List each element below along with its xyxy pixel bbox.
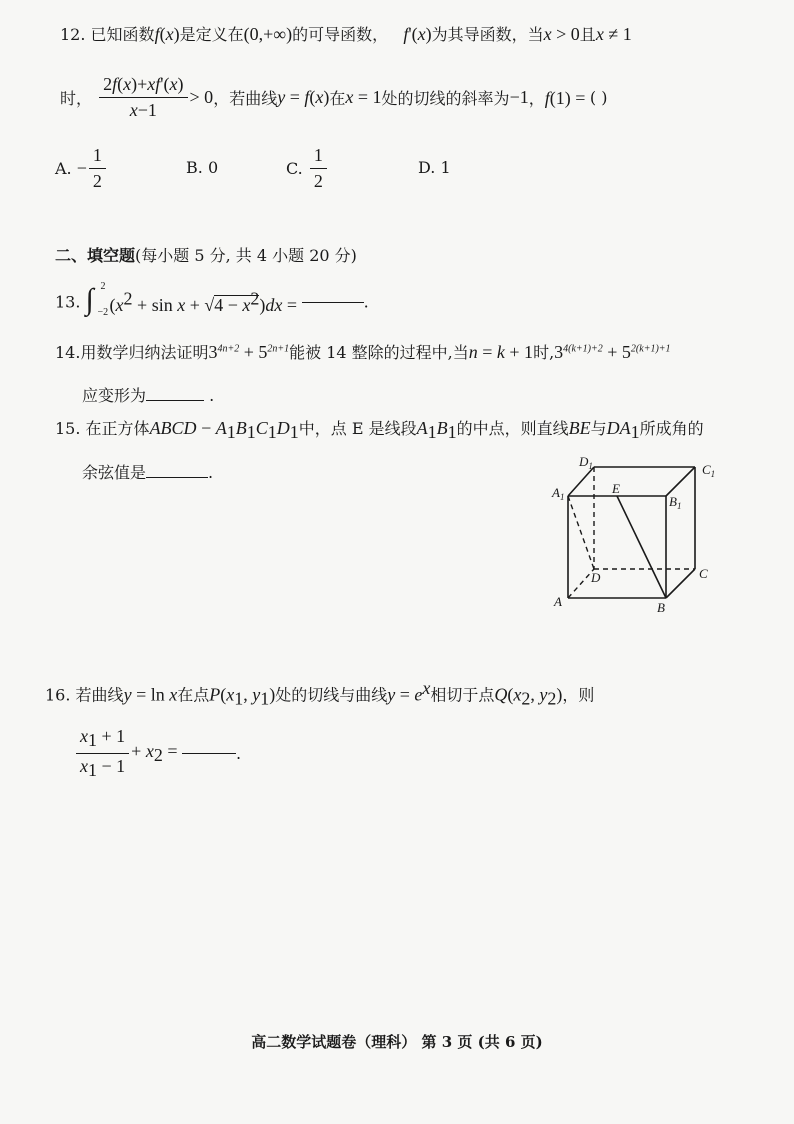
answer-blank[interactable] bbox=[146, 477, 208, 478]
edge-b1-c1 bbox=[666, 467, 695, 496]
label-b: B bbox=[657, 600, 665, 615]
option-b: B. 0 bbox=[186, 158, 219, 177]
q12-text: 的可导函数， bbox=[292, 25, 389, 44]
q12-options bbox=[55, 145, 108, 192]
q14-line2: 应变形为 . bbox=[82, 386, 215, 405]
q16-line2: $\frac{x_1 + 1}{x_1 - 1}$ + $x_2$ = . bbox=[74, 726, 241, 781]
option-a: A. − $\frac{1}{2}$ bbox=[55, 158, 108, 177]
question-number: 16. bbox=[45, 685, 71, 705]
edge-a1-d1 bbox=[568, 467, 594, 496]
q15-text: 中，点 E 是线段 bbox=[298, 419, 417, 438]
q14-line1: 14.用数学归纳法证明$3^{4n+2} + 5^{2n+1}$能被 14 整除的过程中,当n = k + 1时$,3^{4(k+1)+2} + 5^{2(k+1)+1}$ bbox=[55, 342, 671, 362]
q15-line2: 余弦值是 . bbox=[82, 463, 214, 482]
q16-text: 处的切线与曲线 bbox=[275, 685, 388, 705]
q12-text: 处的切线的斜率为 bbox=[381, 89, 510, 108]
line-be bbox=[617, 496, 666, 598]
q12-line2: 时， $\frac{2f(x)+xf'(x)}{x-1}$ > 0，若曲线y = f(x)在x = 1处的切线的斜率为−1，f(1) = ( ) bbox=[60, 74, 608, 120]
q15-line1: 15. 在正方体ABCD − $A_1B_1C_1D_1$中，点 E 是线段$A_1B_1$的中点，则直线BE与$DA_1$所成角的 bbox=[55, 418, 704, 443]
q14-text: 时, bbox=[533, 343, 555, 362]
section-heading bbox=[55, 243, 357, 266]
q15-text: 所成角的 bbox=[639, 419, 704, 438]
q12-line1: 12. 已知函数f(x)是定义在(0,+∞)的可导函数， f'(x)为其导函数，当x > 0且x ≠ 1 bbox=[60, 24, 632, 44]
option-c: C. $\frac{1}{2}$ bbox=[286, 145, 329, 192]
answer-blank[interactable] bbox=[146, 400, 204, 401]
q12-text: 已知函数 bbox=[90, 25, 155, 44]
section-title: 二、填空题 bbox=[55, 246, 136, 265]
q16-text: ，则 bbox=[562, 685, 595, 705]
label-e: E bbox=[612, 481, 620, 496]
q16-text: 若曲线 bbox=[75, 685, 124, 705]
q12-text: 是定义在 bbox=[179, 25, 244, 44]
q16-text: 在点 bbox=[177, 685, 210, 705]
label-d1: $D_1$ bbox=[579, 454, 593, 471]
q15-text: 的中点，则直线 bbox=[456, 419, 569, 438]
question-number: 15. bbox=[55, 419, 81, 438]
label-c: C bbox=[699, 566, 708, 581]
q15-text: 与 bbox=[590, 419, 607, 438]
q16-fraction: $\frac{x_1 + 1}{x_1 - 1}$ bbox=[76, 726, 129, 781]
q12-text: 在 bbox=[329, 89, 346, 108]
q12-slope: −1 bbox=[509, 87, 529, 107]
question-number: 13. bbox=[55, 292, 81, 312]
q12-text: 且 bbox=[579, 25, 596, 44]
label-a1: $A_1$ bbox=[552, 485, 565, 502]
label-d: D bbox=[591, 570, 601, 585]
q14-text: 应变形为 bbox=[82, 386, 147, 405]
q16-line1: 16. 若曲线y = ln x在点$P(x_1$, $y_1$)处的切线与曲线$y = e^x$相切于点$Q(x_2$, $y_2$)，则 bbox=[45, 678, 595, 709]
q14-text: 能被 14 整除的过程中,当 bbox=[289, 343, 469, 362]
q15-text: 余弦值是 bbox=[82, 463, 147, 482]
q12-inequality: > 0 bbox=[189, 87, 214, 107]
q15-text: 在正方体 bbox=[85, 419, 150, 438]
section-note: (每小题 5 分, 共 4 小题 20 分) bbox=[135, 246, 357, 265]
q14-text: 用数学归纳法证明 bbox=[80, 343, 209, 362]
answer-blank[interactable] bbox=[182, 753, 236, 754]
q13-line: 13. ∫ 2 −2 $(x^2 + \sin x + √4 - x^2)dx$ = . bbox=[55, 281, 369, 318]
q12-text: ，若曲线 bbox=[213, 89, 278, 108]
question-number: 14. bbox=[55, 343, 81, 362]
label-c1: $C_1$ bbox=[702, 462, 716, 479]
edge-b-c bbox=[666, 569, 695, 598]
page-footer: 高二数学试题卷（理科） 第 3 页 (共 6 页) bbox=[251, 1033, 543, 1051]
q16-text: 相切于点 bbox=[430, 685, 495, 705]
line-a1-d bbox=[568, 496, 594, 569]
question-number: 12. bbox=[60, 25, 86, 44]
q12-text: 为其导函数，当 bbox=[431, 25, 544, 44]
q12-text: 时， bbox=[60, 89, 93, 108]
option-d: D. 1 bbox=[418, 158, 451, 177]
answer-blank[interactable] bbox=[302, 302, 364, 303]
label-b1: $B_1$ bbox=[669, 494, 682, 511]
answer-paren: ( ) bbox=[589, 88, 608, 107]
label-a: A bbox=[554, 594, 562, 609]
edge-a-d bbox=[568, 569, 594, 598]
q12-fraction: $\frac{2f(x)+xf'(x)}{x-1}$ bbox=[99, 74, 187, 121]
